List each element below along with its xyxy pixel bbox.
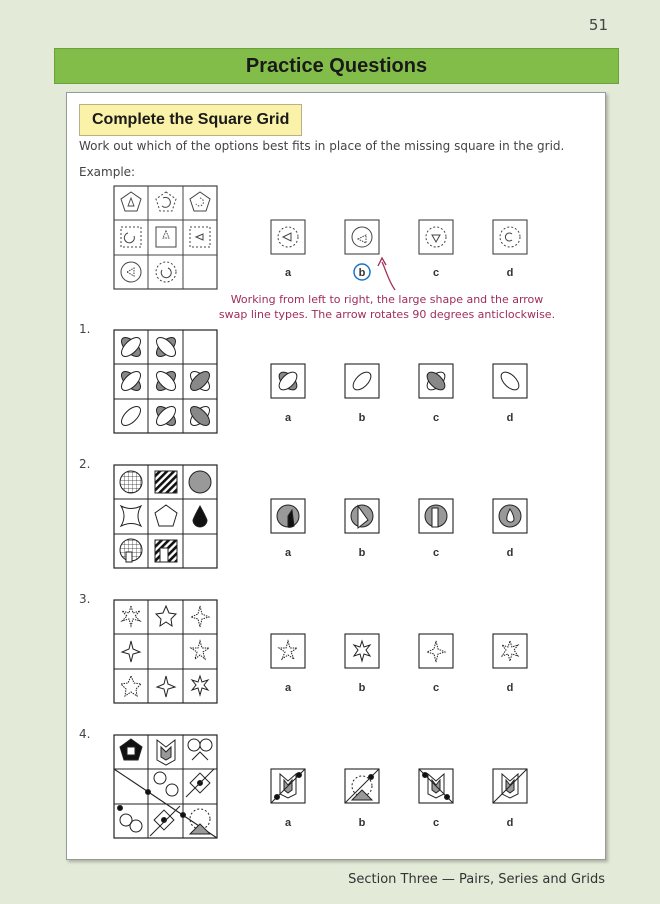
question-2-number: 2.: [79, 457, 91, 471]
question-4-option-labels: [285, 817, 513, 829]
svg-text:d: d: [506, 412, 514, 424]
svg-text:d: d: [506, 682, 514, 694]
example-label-a: a: [284, 267, 292, 279]
svg-text:b: b: [358, 817, 366, 829]
question-1-number: 1.: [79, 322, 91, 336]
svg-text:a: a: [284, 547, 292, 559]
question-2-options: [271, 499, 527, 533]
example-label-d: d: [506, 267, 514, 279]
question-2-grid: [114, 465, 217, 568]
example-option-labels: [285, 264, 513, 280]
instructions: Work out which of the options best fits in place of the missing square in the grid.: [79, 139, 565, 153]
svg-text:c: c: [432, 682, 440, 694]
svg-text:b: b: [358, 412, 366, 424]
question-3-number: 3.: [79, 592, 91, 606]
question-4-number: 4.: [79, 727, 91, 741]
svg-text:b: b: [358, 682, 366, 694]
explanation-line-2: swap line types. The arrow rotates 90 degrees anticlockwise.: [218, 308, 556, 321]
explanation-line-1: Working from left to right, the large shape and the arrow: [230, 293, 544, 306]
question-4-grid: [114, 735, 217, 838]
svg-text:d: d: [506, 547, 514, 559]
svg-text:b: b: [358, 547, 366, 559]
svg-text:c: c: [432, 547, 440, 559]
svg-text:c: c: [432, 412, 440, 424]
svg-text:d: d: [506, 817, 514, 829]
question-4-options: [271, 769, 527, 803]
explanation-arrow: [378, 258, 395, 290]
question-1-grid: [114, 330, 217, 433]
example-label-c: c: [432, 267, 440, 279]
example-label-b: b: [358, 267, 366, 279]
question-3-grid: [114, 600, 217, 703]
example-grid: [114, 186, 217, 289]
svg-text:c: c: [432, 817, 440, 829]
banner-title: Practice Questions: [245, 54, 428, 77]
example-label: Example:: [79, 165, 136, 179]
section-heading: Complete the Square Grid: [79, 104, 302, 136]
svg-text:a: a: [284, 682, 292, 694]
question-1-options: [271, 364, 527, 398]
question-3-options: [271, 634, 527, 668]
question-2-option-labels: [285, 547, 513, 559]
example-options: [271, 220, 527, 254]
question-3-option-labels: [285, 682, 513, 694]
question-1-option-labels: [285, 412, 513, 424]
footer-section-title: Section Three — Pairs, Series and Grids: [348, 872, 605, 887]
svg-text:a: a: [284, 412, 292, 424]
svg-text:a: a: [284, 817, 292, 829]
page-number: 51: [588, 16, 608, 34]
